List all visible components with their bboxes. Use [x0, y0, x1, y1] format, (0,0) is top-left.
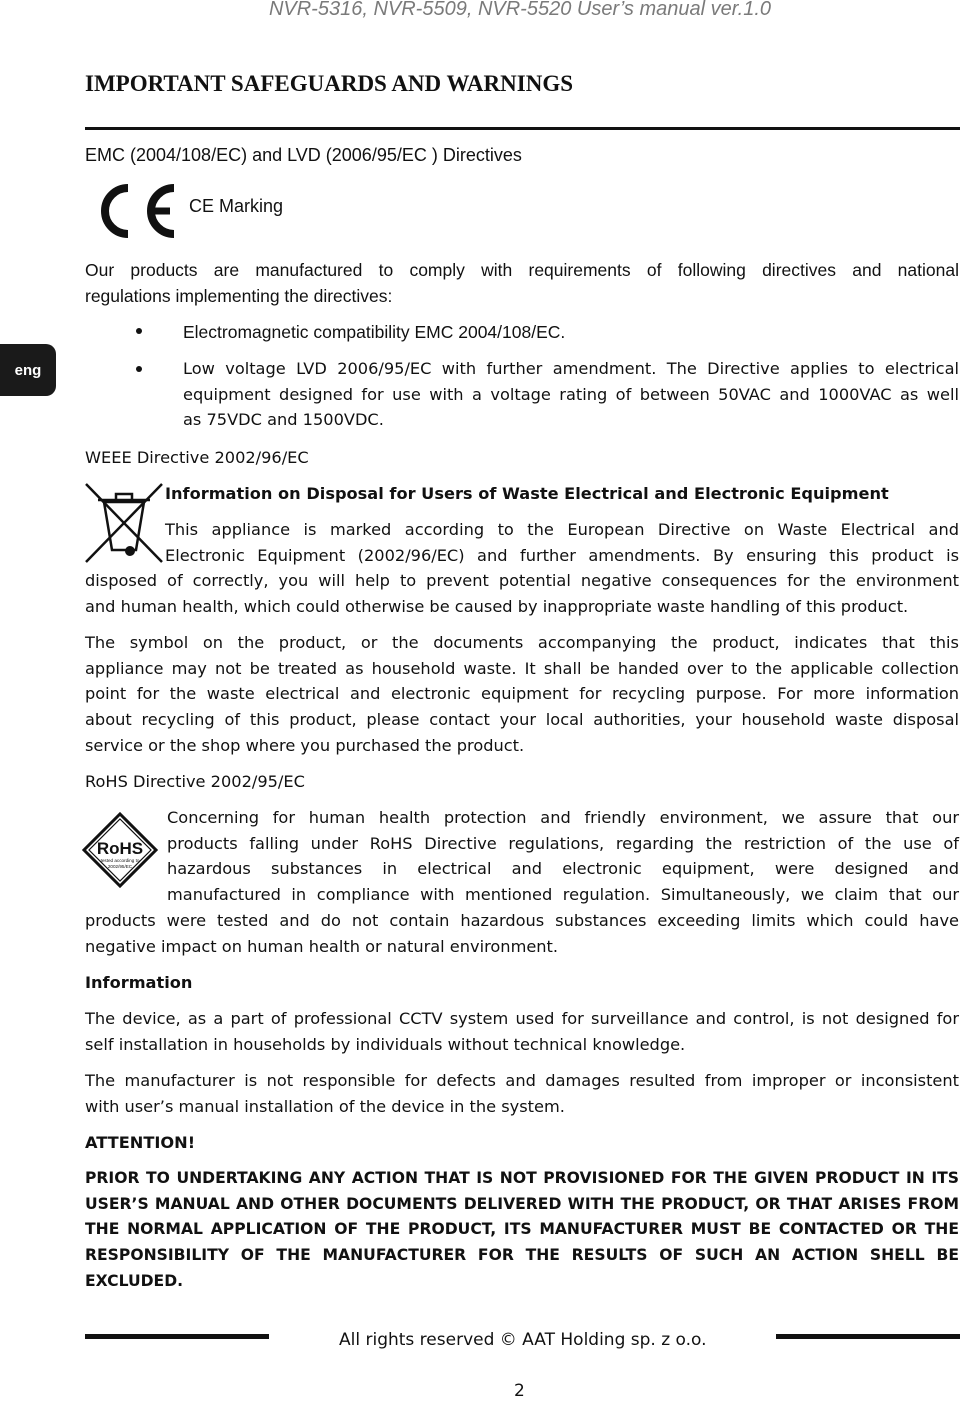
information-para1	[85, 1006, 959, 1057]
rohs-para-line: manufactured in compliance with mentioned regulation. Simultaneously, we claim that our	[167, 885, 959, 905]
language-tab	[0, 344, 56, 396]
rohs-para-bottom	[85, 908, 959, 959]
title-divider	[85, 127, 960, 130]
weee-subheading-text: Information on Disposal for Users of Waste Electrical and Electronic Equipment	[165, 484, 889, 503]
rohs-logo-icon	[82, 812, 158, 888]
emc-bullet-line: equipment designed for use with a voltage rating of between 50VAC and 1000VAC as well	[183, 384, 959, 404]
footer-rule-left	[85, 1334, 269, 1339]
rohs-logo-small-2: 2002/95/EC	[107, 864, 133, 869]
weee-para1-top	[165, 517, 959, 568]
attention-text	[85, 1166, 959, 1295]
weee-para1-line: Electronic Equipment (2002/96/EC) and further amendments. By ensuring this product is	[165, 545, 959, 565]
information-para2-line: The manufacturer is not responsible for defects and damages resulted from improper or inconsistent	[85, 1071, 959, 1090]
page-title: IMPORTANT SAFEGUARDS AND WARNINGS	[85, 71, 574, 96]
document-header: NVR-5316, NVR-5509, NVR-5520 User’s manual ver.1.0	[268, 0, 772, 20]
emc-bullet-line: Low voltage LVD 2006/95/EC with further amendment. The Directive applies to electrical	[183, 359, 959, 378]
weee-para1-line: disposed of correctly, you will help to prevent potential negative consequences for the environment	[85, 571, 959, 590]
weee-bin-icon	[84, 480, 164, 566]
weee-para2-line: about recycling of this product, please contact your local authorities, your household waste disposal	[85, 710, 959, 730]
language-tab-label: eng	[14, 361, 42, 379]
emc-intro-line: Our products are manufactured to comply with requirements of following directives and national	[85, 260, 959, 280]
emc-intro	[85, 257, 959, 309]
weee-subheading	[165, 481, 960, 507]
weee-para2-line: The symbol on the product, or the documents accompanying the product, indicates that this	[85, 633, 959, 652]
ce-marking-label: CE Marking	[189, 196, 284, 216]
footer-copyright: All rights reserved © AAT Holding sp. z o.o.	[339, 1330, 707, 1350]
weee-heading-text: WEEE Directive 2002/96/EC	[85, 448, 309, 467]
rohs-para-top	[167, 805, 959, 908]
rohs-logo-text: RoHS	[96, 839, 144, 858]
attention-line: RESPONSIBILITY OF THE MANUFACTURER FOR THE RESULTS OF SUCH AN ACTION SHELL BE	[85, 1246, 959, 1265]
information-para1-line: The device, as a part of professional CCTV system used for surveillance and control, is not designed for	[85, 1009, 959, 1028]
rohs-heading	[85, 769, 585, 795]
emc-bullet-line: as 75VDC and 1500VDC.	[183, 410, 384, 430]
emc-intro-line: regulations implementing the directives:	[85, 286, 393, 306]
attention-heading-text: ATTENTION!	[85, 1133, 196, 1152]
emc-bullet-2	[183, 356, 959, 433]
footer-rule-right	[776, 1334, 960, 1339]
emc-bullet-1	[183, 319, 959, 345]
weee-para1-line: and human health, which could otherwise be caused by inappropriate waste handling of this product.	[85, 596, 909, 616]
weee-para1-line: This appliance is marked according to the European Directive on Waste Electrical and	[165, 520, 959, 539]
rohs-para-line: negative impact on human health or natural environment.	[85, 936, 559, 956]
bullet-dot	[136, 328, 142, 334]
rohs-para-line: Concerning for human health protection and friendly environment, we assure that our	[167, 808, 959, 827]
weee-para2-line: appliance may not be treated as household waste. It shall be handed over to the applicable collection	[85, 658, 959, 678]
information-para2	[85, 1068, 959, 1119]
weee-para2	[85, 630, 959, 759]
information-heading	[85, 970, 485, 996]
information-heading-text: Information	[85, 973, 193, 992]
rohs-logo-small-1: tested according to	[100, 858, 140, 863]
emc-bullet-line: Electromagnetic compatibility EMC 2004/108/EC.	[183, 322, 566, 342]
information-para2-line: with user’s manual installation of the device in the system.	[85, 1096, 565, 1116]
weee-para2-line: service or the shop where you purchased the product.	[85, 735, 525, 755]
weee-para1-bottom	[85, 568, 959, 619]
attention-line: PRIOR TO UNDERTAKING ANY ACTION THAT IS NOT PROVISIONED FOR THE GIVEN PRODUCT IN ITS	[85, 1169, 959, 1187]
information-para1-line: self installation in households by individuals without technical knowledge.	[85, 1034, 686, 1054]
attention-line: THE NORMAL APPLICATION OF THE PRODUCT, ITS MANUFACTURER MUST BE CONTACTED OR THE	[85, 1220, 959, 1239]
rohs-heading-text: RoHS Directive 2002/95/EC	[85, 772, 305, 791]
weee-para2-line: point for the waste electrical and electronic equipment for recycling purpose. For more information	[85, 684, 959, 704]
emc-heading: EMC (2004/108/EC) and LVD (2006/95/EC ) Directives	[85, 145, 522, 165]
rohs-para-line: products falling under RoHS Directive regulations, regarding the restriction of the use of	[167, 833, 959, 853]
attention-heading	[85, 1130, 485, 1156]
ce-marking-icon	[94, 180, 182, 242]
attention-line: EXCLUDED.	[85, 1271, 184, 1290]
weee-heading	[85, 445, 585, 471]
bullet-dot	[136, 366, 142, 372]
attention-line: USER’S MANUAL AND OTHER DOCUMENTS DELIVERED WITH THE PRODUCT, OR THAT ARISES FROM	[85, 1194, 959, 1213]
page-number: 2	[514, 1381, 525, 1401]
rohs-para-line: hazardous substances in electrical and electronic equipment, were designed and	[167, 859, 959, 879]
rohs-para-line: products were tested and do not contain hazardous substances exceeding limits which could have	[85, 911, 959, 930]
